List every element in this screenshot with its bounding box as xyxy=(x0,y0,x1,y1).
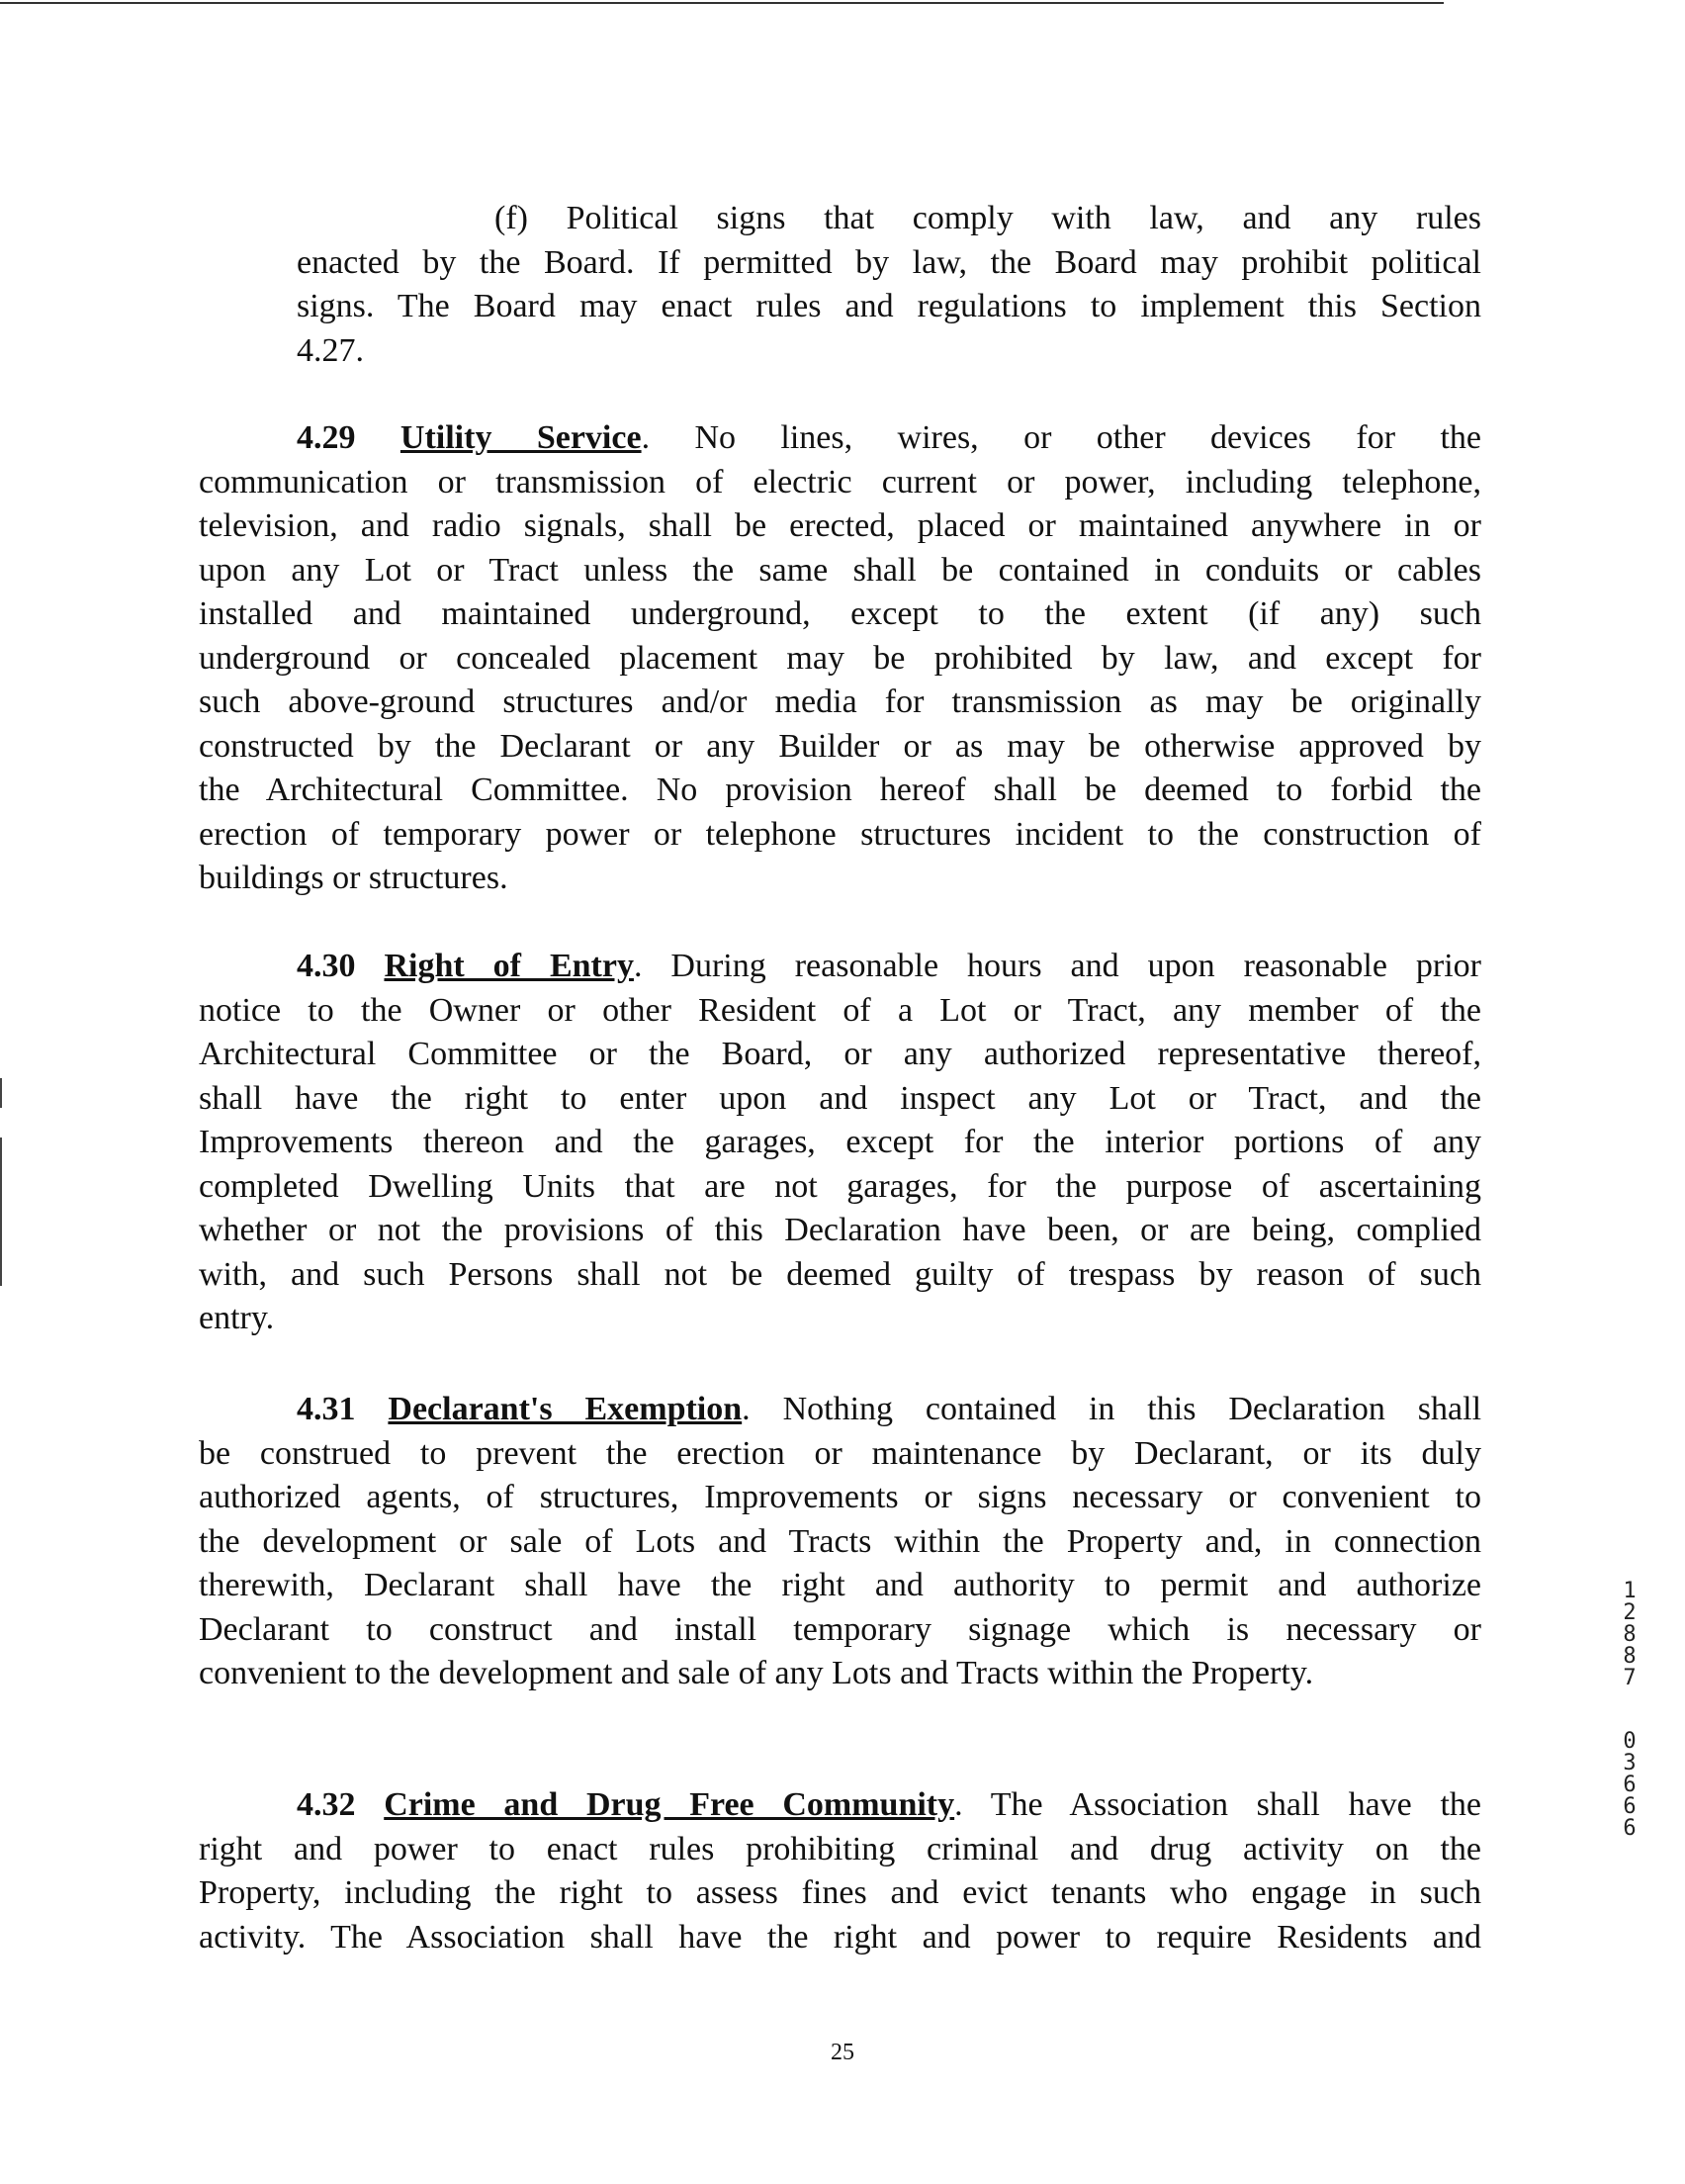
text-line: the Architectural Committee. No provision hereof shall be deemed to forbid the xyxy=(199,772,1481,808)
text-line: Property, including the right to assess fines and evict tenants who engage in such xyxy=(199,1874,1481,1911)
scan-top-border xyxy=(0,2,1444,4)
text-line: communication or transmission of electric current or power, including telephone, xyxy=(199,463,1481,500)
text-line: (f) Political signs that comply with law, and any rules xyxy=(494,200,1481,236)
text-line: therewith, Declarant shall have the right and authority to permit and authorize xyxy=(199,1567,1481,1603)
section-lead-text: . The Association shall have the xyxy=(954,1786,1482,1823)
text-line: television, and radio signals, shall be erected, placed or maintained anywhere in or xyxy=(199,507,1481,544)
section-number: 4.31 xyxy=(297,1391,356,1427)
text-line: convenient to the development and sale of any Lots and Tracts within the Property. xyxy=(199,1655,1314,1691)
text-line: with, and such Persons shall not be deemed guilty of trespass by reason of such xyxy=(199,1255,1481,1293)
text-line: authorized agents, of structures, Improvements or signs necessary or convenient to xyxy=(199,1479,1481,1515)
section-number: 4.29 xyxy=(297,419,356,456)
text-line: constructed by the Declarant or any Builder or as may be otherwise approved by xyxy=(199,727,1481,765)
section-lead-text: . During reasonable hours and upon reasonable prior xyxy=(633,948,1481,984)
section-4-31-declarants-exemption xyxy=(199,1388,1481,1696)
text-line: such above-ground structures and/or media for transmission as may be originally xyxy=(199,683,1481,720)
section-4-29-utility-service xyxy=(199,416,1481,901)
text-line: installed and maintained underground, except to the extent (if any) such xyxy=(199,595,1481,632)
text-line: completed Dwelling Units that are not garages, for the purpose of ascertaining xyxy=(199,1167,1481,1205)
text-line: upon any Lot or Tract unless the same shall be contained in conduits or cables xyxy=(199,551,1481,589)
text-line: right and power to enact rules prohibiting criminal and drug activity on the xyxy=(199,1830,1481,1867)
section-lead-text: . Nothing contained in this Declaration shall xyxy=(742,1391,1482,1427)
section-title: Right of Entry xyxy=(384,948,634,984)
scan-edge-mark xyxy=(0,1078,2,1108)
text-line: 4.27. xyxy=(297,331,364,369)
text-line: buildings or structures. xyxy=(199,860,508,896)
text-line xyxy=(199,945,1481,989)
text-line: Improvements thereon and the garages, except for the interior portions of any xyxy=(199,1124,1481,1160)
page-number: 25 xyxy=(831,2040,854,2065)
section-lead-text: . No lines, wires, or other devices for the xyxy=(641,419,1481,456)
text-line: notice to the Owner or other Resident of a Lot or Tract, any member of the xyxy=(199,991,1481,1029)
section-4-30-right-of-entry xyxy=(199,945,1481,1341)
paragraph-4-27-f xyxy=(297,197,1481,373)
section-4-32-crime-drug-free xyxy=(199,1783,1481,1959)
section-title: Declarant's Exemption xyxy=(388,1391,743,1427)
text-line xyxy=(199,416,1481,461)
side-stamp-1: 1 2 8 8 7 xyxy=(1623,1579,1637,1690)
text-line: signs. The Board may enact rules and regulations to implement this Section xyxy=(297,288,1481,324)
text-line: whether or not the provisions of this Declaration have been, or are being, complied xyxy=(199,1212,1481,1248)
scan-edge-mark xyxy=(0,1138,2,1286)
text-line: be construed to prevent the erection or maintenance by Declarant, or its duly xyxy=(199,1434,1481,1472)
section-title: Utility Service xyxy=(399,419,642,456)
text-line: shall have the right to enter upon and inspect any Lot or Tract, and the xyxy=(199,1079,1481,1117)
text-line: entry. xyxy=(199,1300,275,1336)
section-number: 4.32 xyxy=(297,1786,356,1823)
text-line: Architectural Committee or the Board, or any authorized representative thereof, xyxy=(199,1036,1481,1072)
text-line xyxy=(199,1388,1481,1432)
text-line: Declarant to construct and install temporary signage which is necessary or xyxy=(199,1610,1481,1648)
side-stamp-2: 0 3 6 6 6 xyxy=(1623,1729,1637,1841)
text-line: activity. The Association shall have the right and power to require Residents and xyxy=(199,1918,1481,1956)
section-title: Crime and Drug Free Community xyxy=(384,1786,955,1823)
text-line: enacted by the Board. If permitted by law, the Board may prohibit political xyxy=(297,243,1481,281)
section-number: 4.30 xyxy=(297,948,356,984)
text-line: underground or concealed placement may be prohibited by law, and except for xyxy=(199,639,1481,677)
text-line xyxy=(199,1783,1481,1828)
text-line: the development or sale of Lots and Tracts within the Property and, in connection xyxy=(199,1522,1481,1560)
text-line: erection of temporary power or telephone structures incident to the construction of xyxy=(199,815,1481,853)
